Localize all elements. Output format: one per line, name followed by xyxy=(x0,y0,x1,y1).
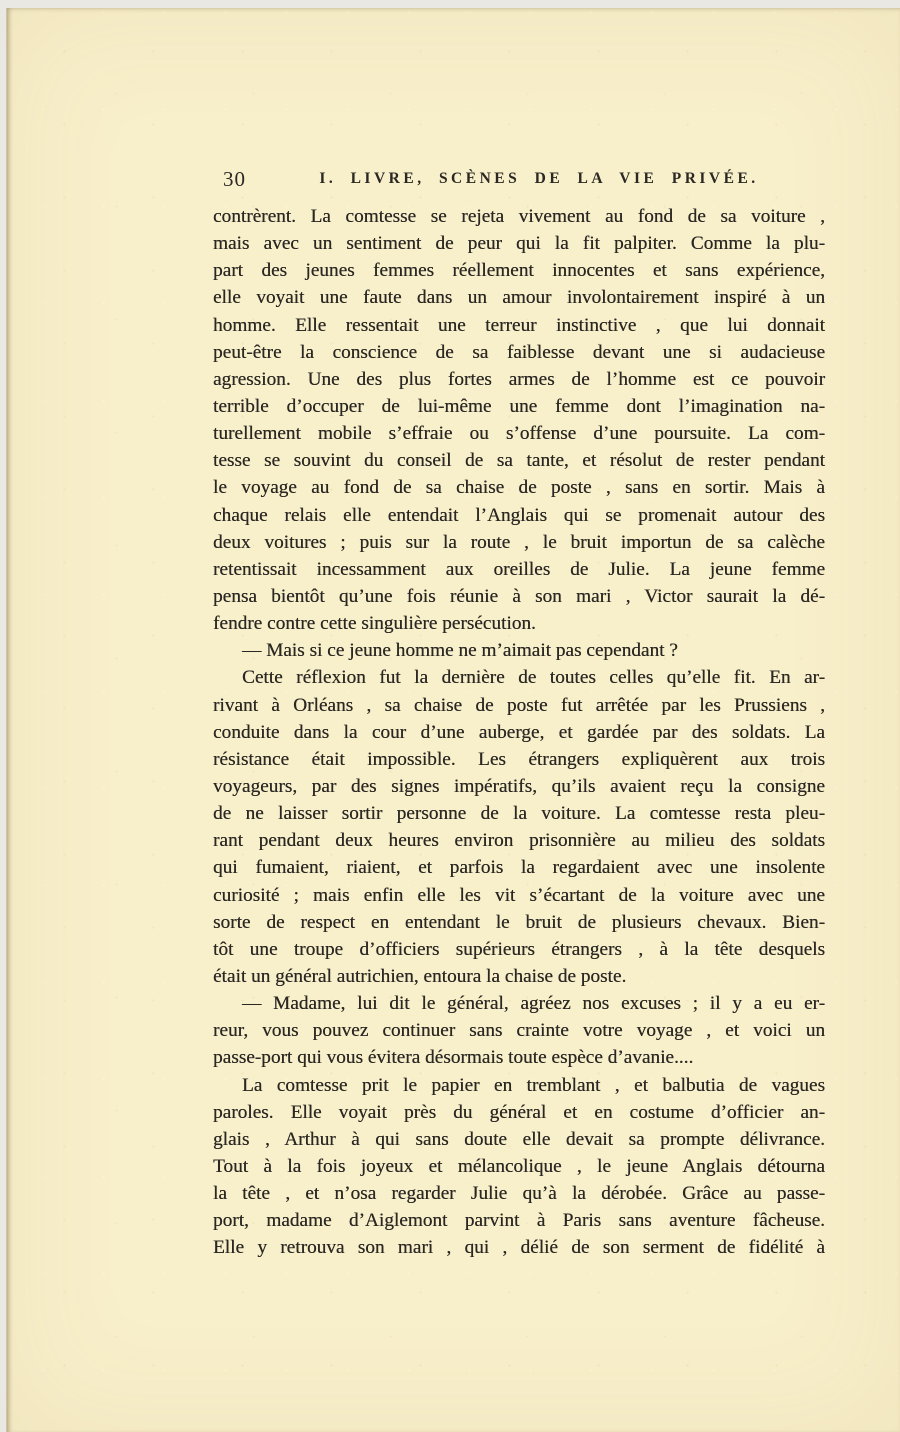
running-header: I. LIVRE, SCÈNES DE LA VIE PRIVÉE. xyxy=(319,170,759,187)
text-line: rant pendant deux heures environ prisonnière au milieu des soldats xyxy=(213,830,825,852)
text-line: chaque relais elle entendait l’Anglais qui se promenait autour des xyxy=(213,504,825,526)
text-line: contrèrent. La comtesse se rejeta vivement au fond de sa voiture , xyxy=(213,206,825,227)
text-line: Tout à la fois joyeux et mélancolique , le jeune Anglais détourna xyxy=(213,1155,825,1177)
text-line: homme. Elle ressentait une terreur instinctive , que lui donnait xyxy=(213,314,825,336)
text-line: turellement mobile s’effraie ou s’offense d’une poursuite. La com- xyxy=(213,423,825,445)
text-line: rivant à Orléans , sa chaise de poste fut arrêtée par les Prussiens , xyxy=(213,694,825,716)
text-line: curiosité ; mais enfin elle les vit s’écartant de la voiture avec une xyxy=(213,884,825,906)
text-line: elle voyait une faute dans un amour involontairement inspiré à un xyxy=(213,287,825,309)
text-line: pensa bientôt qu’une fois réunie à son mari , Victor saurait la dé- xyxy=(213,585,825,607)
text-line: voyageurs, par des signes impératifs, qu’ils avaient reçu la consigne xyxy=(213,775,825,797)
text-line: La comtesse prit le papier en tremblant , et balbutia de vagues xyxy=(242,1074,825,1096)
text-line: était un général autrichien, entoura la chaise de poste. xyxy=(213,965,627,987)
text-line: peut-être la conscience de sa faiblesse devant une si audacieuse xyxy=(213,341,825,363)
text-line: Cette réflexion fut la dernière de toutes celles qu’elle fit. En ar- xyxy=(242,667,825,689)
text-line: Elle y retrouva son mari , qui , délié de son serment de fidélité à xyxy=(213,1237,825,1259)
text-line: glais , Arthur à qui sans doute elle devait sa prompte délivrance. xyxy=(213,1128,825,1150)
text-line: fendre contre cette singulière persécution. xyxy=(213,613,536,635)
text-line: mais avec un sentiment de peur qui la fit palpiter. Comme la plu- xyxy=(213,233,825,255)
text-line: — Madame, lui dit le général, agréez nos excuses ; il y a eu er- xyxy=(242,993,825,1015)
text-line: de ne laisser sortir personne de la voiture. La comtesse resta pleu- xyxy=(213,803,825,825)
text-line: port, madame d’Aiglemont parvint à Paris sans aventure fâcheuse. xyxy=(213,1210,825,1232)
text-line: résistance était impossible. Les étrangers expliquèrent aux trois xyxy=(213,748,825,770)
page-header xyxy=(213,166,825,194)
text-line: — Mais si ce jeune homme ne m’aimait pas cependant ? xyxy=(242,640,678,662)
text-line: agression. Une des plus fortes armes de l’homme est ce pouvoir xyxy=(213,368,825,390)
text-line: reur, vous pouvez continuer sans crainte votre voyage , et voici un xyxy=(213,1020,825,1042)
page-content xyxy=(213,166,825,1261)
text-line: retentissait incessamment aux oreilles de Julie. La jeune femme xyxy=(213,558,825,580)
text-line: paroles. Elle voyait près du général et en costume d’officier an- xyxy=(213,1101,825,1123)
book-page-paper xyxy=(6,8,900,1432)
text-line: sorte de respect en entendant le bruit de plusieurs chevaux. Bien- xyxy=(213,911,825,933)
text-line: passe-port qui vous évitera désormais toute espèce d’avanie.... xyxy=(213,1047,694,1069)
text-line: la tête , et n’osa regarder Julie qu’à la dérobée. Grâce au passe- xyxy=(213,1183,825,1205)
text-line: deux voitures ; puis sur la route , le bruit importun de sa calèche xyxy=(213,531,825,553)
text-line: tôt une troupe d’officiers supérieurs étrangers , à la tête desquels xyxy=(213,938,825,960)
text-line: qui fumaient, riaient, et parfois la regardaient avec une insolente xyxy=(213,857,825,879)
text-line: conduite dans la cour d’une auberge, et gardée par des soldats. La xyxy=(213,721,825,743)
text-line: part des jeunes femmes réellement innocentes et sans expérience, xyxy=(213,260,825,282)
text-line: terrible d’occuper de lui-même une femme dont l’imagination na- xyxy=(213,395,825,417)
body-text xyxy=(213,203,825,1261)
page-number: 30 xyxy=(223,167,246,191)
text-line: le voyage au fond de sa chaise de poste , sans en sortir. Mais à xyxy=(213,477,825,499)
text-line: tesse se souvint du conseil de sa tante, et résolut de rester pendant xyxy=(213,450,825,472)
